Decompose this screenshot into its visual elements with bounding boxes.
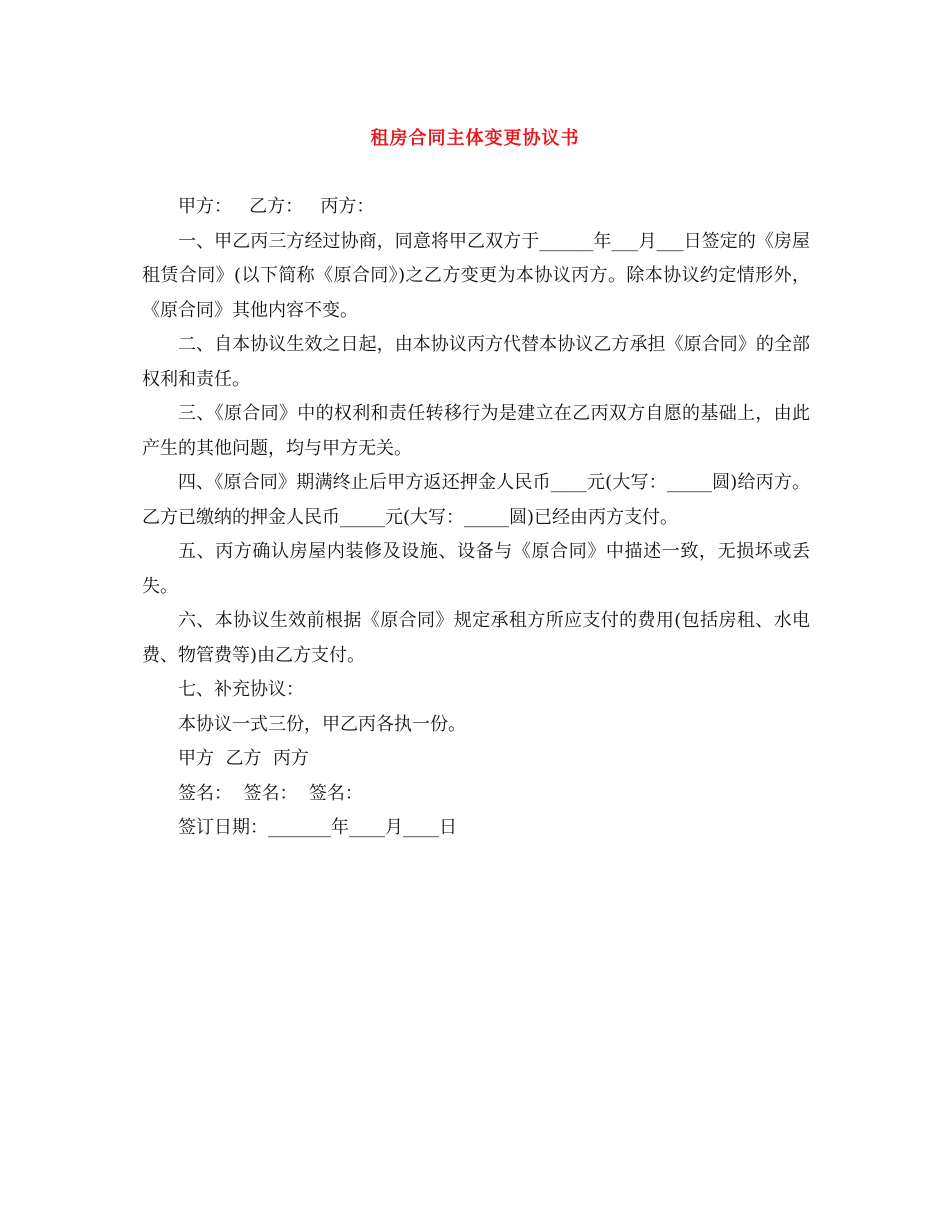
document-title: 租房合同主体变更协议书: [370, 128, 580, 149]
signing-date-line: 签订日期：_______年____月____日: [178, 817, 457, 838]
clause-4: 四、《原合同》期满终止后甲方返还押金人民币____元(大写：_____圆)给丙方。乙方已缴纳的押金人民币_____元(大写：_____圆)已经由丙方支付。: [142, 472, 810, 528]
clause-1: 一、甲乙丙三方经过协商，同意将甲乙双方于______年___月___日签定的《房屋租赁合同》(以下简称《原合同》)之乙方变更为本协议丙方。除本协议约定情形外，《原合同》其他内容不变。: [142, 230, 810, 321]
clause-5: 五、丙方确认房屋内装修及设施、设备与《原合同》中描述一致，无损坏或丢失。: [142, 541, 810, 597]
copies-line: 本协议一式三份，甲乙丙各执一份。: [178, 713, 466, 735]
signatures-line: 签名： 签名： 签名：: [178, 782, 363, 804]
signatories-line: 甲方 乙方 丙方: [178, 748, 309, 769]
clause-6: 六、本协议生效前根据《原合同》规定承租方所应支付的费用(包括房租、水电费、物管费等)由乙方支付。: [142, 610, 810, 666]
clause-7: 七、补充协议：: [178, 679, 304, 700]
document-body: [142, 190, 810, 846]
parties-line: 甲方： 乙方： 丙方：: [178, 196, 375, 217]
clause-2: 二、自本协议生效之日起，由本协议丙方代替本协议乙方承担《原合同》的全部权利和责任。: [142, 334, 810, 390]
clause-3: 三、《原合同》中的权利和责任转移行为是建立在乙丙双方自愿的基础上，由此产生的其他问题，均与甲方无关。: [142, 403, 810, 459]
